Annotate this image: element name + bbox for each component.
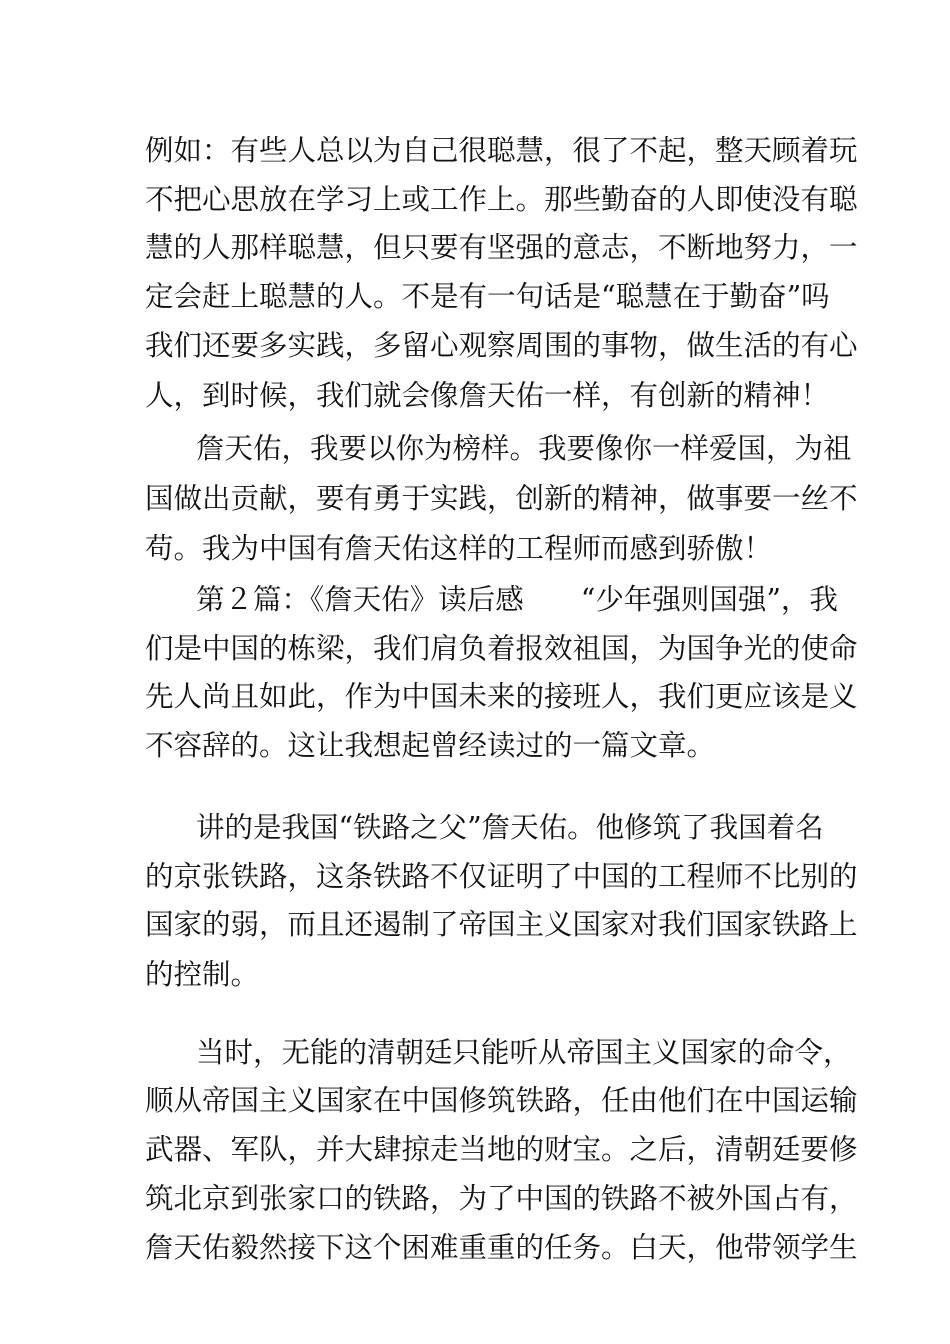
text-line: 苟。我为中国有詹天佑这样的工程师而感到骄傲！ xyxy=(145,532,773,565)
text-line: 讲的是我国“铁路之父”詹天佑。他修筑了我国着名 xyxy=(196,811,824,844)
text-line: 顺从帝国主义国家在中国修筑铁路，任由他们在中国运输 xyxy=(145,1084,858,1117)
text-line: 的控制。 xyxy=(145,958,260,991)
text-line: 的京张铁路，这条铁路不仅证明了中国的工程师不比别的 xyxy=(145,860,858,893)
text-line: 詹天佑，我要以你为榜样。我要像你一样爱国，为祖 xyxy=(196,432,852,465)
section-heading-line: 第２篇：《詹天佑》读后感 “少年强则国强”，我 xyxy=(196,583,838,616)
text-line: 不容辞的。这让我想起曾经读过的一篇文章。 xyxy=(145,729,716,762)
text-line: 国家的弱，而且还遏制了帝国主义国家对我们国家铁路上 xyxy=(145,908,858,941)
text-line: 人，到时候，我们就会像詹天佑一样，有创新的精神！ xyxy=(145,379,830,412)
text-line: 慧的人那样聪慧，但只要有坚强的意志，不断地努力，一 xyxy=(145,231,858,264)
text-line: 例如：有些人总以为自己很聪慧，很了不起，整天顾着玩 xyxy=(145,134,858,167)
text-line: 先人尚且如此，作为中国未来的接班人，我们更应该是义 xyxy=(145,680,858,713)
text-line: 武器、军队，并大肆掠走当地的财宝。之后，清朝廷要修 xyxy=(145,1133,858,1166)
text-line: 当时，无能的清朝廷只能听从帝国主义国家的命令， xyxy=(196,1036,852,1069)
text-line: 筑北京到张家口的铁路，为了中国的铁路不被外国占有， xyxy=(145,1182,858,1215)
text-line: 我们还要多实践，多留心观察周围的事物，做生活的有心 xyxy=(145,329,858,362)
text-line: 们是中国的栋梁，我们肩负着报效祖国，为国争光的使命 xyxy=(145,632,858,665)
text-line: 不把心思放在学习上或工作上。那些勤奋的人即使没有聪 xyxy=(145,183,858,216)
text-line: 定会赶上聪慧的人。不是有一句话是“聪慧在于勤奋”吗 xyxy=(145,280,830,313)
text-line: 国做出贡献，要有勇于实践，创新的精神，做事要一丝不 xyxy=(145,482,858,515)
text-line: 詹天佑毅然接下这个困难重重的任务。白天，他带领学生 xyxy=(145,1231,858,1264)
